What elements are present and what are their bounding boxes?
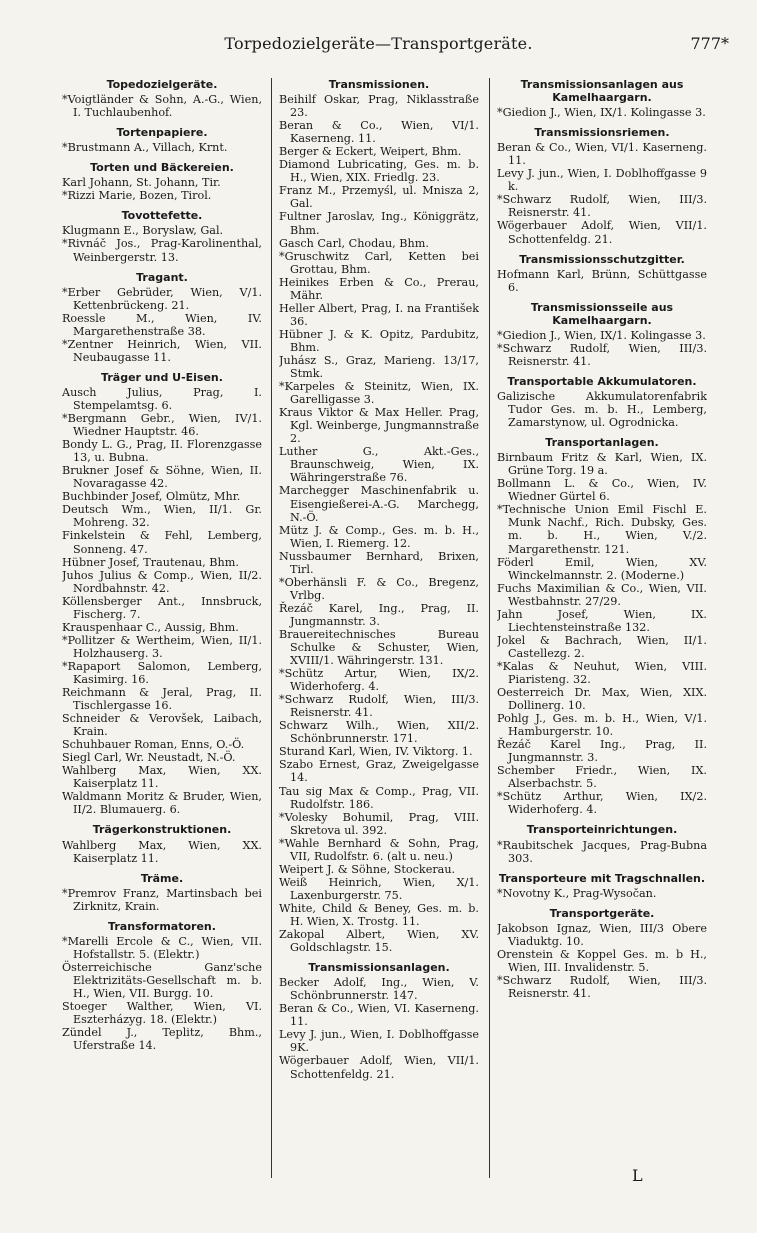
- directory-entry: *Volesky Bohumil, Prag, VIII. Skretova ul. 392.: [279, 810, 479, 837]
- directory-entry: Ausch Julius, Prag, I. Stempelamtsg. 6.: [62, 385, 262, 412]
- column-divider: [489, 78, 490, 1178]
- directory-entry: Hofmann Karl, Brünn, Schüttgasse 6.: [497, 267, 707, 294]
- directory-entry: Levy J. jun., Wien, I. Doblhoffgasse 9 k.: [497, 167, 707, 194]
- section-heading: Tovottefette.: [121, 209, 203, 223]
- directory-entry: Stoeger Walther, Wien, VI. Eszterházyg. 18. (Elektr.): [62, 1000, 262, 1027]
- directory-entry: Mütz J. & Comp., Ges. m. b. H., Wien, I. Riemerg. 12.: [279, 523, 479, 550]
- directory-entry: *Marelli Ercole & C., Wien, VII. Hofstallstr. 5. (Elektr.): [62, 934, 262, 961]
- directory-entry: Bondy L. G., Prag, II. Florenzgasse 13, u. Bubna.: [62, 438, 262, 465]
- section-heading: Transportgeräte.: [549, 906, 655, 920]
- directory-entry: *Kalas & Neuhut, Wien, VIII. Piaristeng. 32.: [497, 659, 707, 686]
- directory-entry: *Bergmann Gebr., Wien, IV/1. Wiedner Hauptstr. 46.: [62, 412, 262, 439]
- directory-entry: Beran & Co., Wien, VI/1. Kaserneng. 11.: [497, 141, 707, 168]
- directory-entry: Reichmann & Jeral, Prag, II. Tischlergasse 16.: [62, 686, 262, 713]
- section-heading: Transportanlagen.: [545, 436, 659, 450]
- signature-letter: L: [632, 1166, 643, 1185]
- directory-entry: Schwarz Wilh., Wien, XII/2. Schönbrunnerstr. 171.: [279, 719, 479, 746]
- directory-entry: *Schwarz Rudolf, Wien, III/3. Reisnerstr. 41.: [279, 693, 479, 720]
- page-header: [0, 34, 757, 56]
- directory-entry: Birnbaum Fritz & Karl, Wien, IX. Grüne Torg. 19 a.: [497, 451, 707, 478]
- directory-entry: Schember Friedr., Wien, IX. Alserbachstr. 5.: [497, 764, 707, 791]
- directory-entry: Jakobson Ignaz, Wien, III/3 Obere Viaduktg. 10.: [497, 921, 707, 948]
- directory-entry: Deutsch Wm., Wien, II/1. Gr. Mohreng. 32.: [62, 503, 262, 530]
- directory-entry: Österreichische Ganz'sche Elektrizitäts-Gesellschaft m. b. H., Wien, VII. Burgg. 10.: [62, 960, 262, 1000]
- directory-entry: Hübner J. & K. Opitz, Pardubitz, Bhm.: [279, 327, 479, 354]
- directory-entry: *Zentner Heinrich, Wien, VII. Neubaugasse 11.: [62, 337, 262, 364]
- directory-entry: Finkelstein & Fehl, Lemberg, Sonneng. 47.: [62, 529, 262, 556]
- section-heading: Transmissionsriemen.: [534, 126, 670, 140]
- directory-entry: Heller Albert, Prag, I. na František 36.: [279, 301, 479, 328]
- directory-entry: Klugmann E., Boryslaw, Gal.: [62, 224, 224, 238]
- directory-entry: *Rivnáč Jos., Prag-Karolinenthal, Weinbergerstr. 13.: [62, 237, 262, 264]
- directory-entry: Levy J. jun., Wien, I. Doblhoffgasse 9K.: [279, 1028, 479, 1055]
- directory-entry: *Schwarz Rudolf, Wien, III/3. Reisnerstr. 41.: [497, 193, 707, 220]
- directory-entry: *Gruschwitz Carl, Ketten bei Grottau, Bhm.: [279, 249, 479, 276]
- directory-entry: White, Child & Beney, Ges. m. b. H. Wien, X. Trostg. 11.: [279, 901, 479, 928]
- directory-entry: *Schütz Arthur, Wien, IX/2. Widerhoferg. 4.: [497, 790, 707, 817]
- directory-entry: *Giedion J., Wien, IX/1. Kolingasse 3.: [497, 106, 706, 120]
- directory-entry: Krauspenhaar C., Aussig, Bhm.: [62, 620, 239, 634]
- directory-entry: *Voigtländer & Sohn, A.-G., Wien, I. Tuchlaubenhof.: [62, 93, 262, 120]
- directory-entry: Franz M., Przemyśl, ul. Mnisza 2, Gal.: [279, 184, 479, 211]
- section-heading: Topedozielgeräte.: [106, 78, 218, 91]
- directory-entry: Beran & Co., Wien, VI/1. Kaserneng. 11.: [279, 119, 479, 146]
- directory-entry: Luther G., Akt.-Ges., Braunschweig, Wien, IX. Währingerstraße 76.: [279, 445, 479, 485]
- directory-entry: *Schwarz Rudolf, Wien, III/3. Reisnerstr. 41.: [497, 973, 707, 1000]
- section-heading: Transmissionen.: [328, 78, 430, 91]
- section-heading: Transmissionsschutzgitter.: [519, 252, 685, 266]
- directory-entry: Brukner Josef & Söhne, Wien, II. Novaragasse 42.: [62, 464, 262, 491]
- directory-entry: Jahn Josef, Wien, IX. Liechtensteinstraße 132.: [497, 607, 707, 634]
- section-heading: Transmissionsseile aus Kamelhaargarn.: [530, 300, 674, 327]
- section-heading: Transportable Akkumulatoren.: [507, 374, 697, 388]
- directory-entry: Schneider & Verovšek, Laibach, Krain.: [62, 712, 262, 739]
- directory-entry: Weiß Heinrich, Wien, X/1. Laxenburgerstr. 75.: [279, 875, 479, 902]
- directory-entry: Karl Johann, St. Johann, Tir.: [62, 176, 221, 190]
- section-heading: Träme.: [140, 871, 184, 885]
- section-heading: Transmissionsanlagen.: [308, 961, 450, 975]
- directory-entry: Bollmann L. & Co., Wien, IV. Wiedner Gürtel 6.: [497, 477, 707, 504]
- section-heading: Träger und U-Eisen.: [101, 370, 223, 384]
- directory-entry: Heinikes Erben & Co., Prerau, Mähr.: [279, 275, 479, 302]
- directory-entry: *Karpeles & Steinitz, Wien, IX. Garelligasse 3.: [279, 380, 479, 407]
- directory-entry: Weipert J. & Söhne, Stockerau.: [279, 862, 456, 876]
- page-number: 777*: [690, 34, 729, 53]
- directory-entry: Nussbaumer Bernhard, Brixen, Tirl.: [279, 549, 479, 576]
- directory-entry: Zakopal Albert, Wien, XV. Goldschlagstr. 15.: [279, 928, 479, 955]
- directory-entry: *Rapaport Salomon, Lemberg, Kasimirg. 16.: [62, 659, 262, 686]
- directory-entry: Siegl Carl, Wr. Neustadt, N.-Ö.: [62, 751, 236, 765]
- directory-entry: Becker Adolf, Ing., Wien, V. Schönbrunnerstr. 147.: [279, 976, 479, 1003]
- directory-entry: Řezáč Karel, Ing., Prag, II. Jungmannstr. 3.: [279, 601, 479, 628]
- directory-entry: Föderl Emil, Wien, XV. Winckelmannstr. 2. (Moderne.): [497, 555, 707, 582]
- directory-entry: *Technische Union Emil Fischl E. Munk Nachf., Rich. Dubsky, Ges. m. b. H., Wien, V./2. Margarethenstr. 121.: [497, 503, 707, 556]
- directory-entry: *Raubitschek Jacques, Prag-Bubna 303.: [497, 838, 707, 865]
- directory-entry: Fuchs Maximilian & Co., Wien, VII. Westbahnstr. 27/29.: [497, 581, 707, 608]
- directory-entry: Schuhbauer Roman, Enns, O.-Ö.: [62, 738, 245, 752]
- directory-entry: *Rizzi Marie, Bozen, Tirol.: [62, 189, 212, 203]
- directory-columns: [62, 78, 710, 1198]
- directory-entry: *Erber Gebrüder, Wien, V/1. Kettenbrückeng. 21.: [62, 285, 262, 312]
- directory-entry: Brauereitechnisches Bureau Schulke & Schuster, Wien, XVIII/1. Währingerstr. 131.: [279, 627, 479, 668]
- section-heading: Torten und Bäckereien.: [90, 161, 234, 175]
- directory-entry: Fultner Jaroslav, Ing., Königgrätz, Bhm.: [279, 210, 479, 237]
- directory-entry: Juhos Julius & Comp., Wien, II/2. Nordbahnstr. 42.: [62, 568, 262, 595]
- column-2: [279, 78, 479, 1188]
- directory-entry: Roessle M., Wien, IV. Margarethenstraße 38.: [62, 311, 262, 338]
- directory-entry: Szabo Ernest, Graz, Zweigelgasse 14.: [279, 758, 479, 785]
- section-heading: Transporteure mit Tragschnallen.: [498, 871, 706, 885]
- column-divider: [271, 78, 272, 1178]
- directory-entry: *Schwarz Rudolf, Wien, III/3. Reisnerstr. 41.: [497, 341, 707, 368]
- directory-entry: Kraus Viktor & Max Heller. Prag, Kgl. Weinberge, Jungmannstraße 2.: [279, 406, 479, 446]
- directory-entry: Pohlg J., Ges. m. b. H., Wien, V/1. Hamburgerstr. 10.: [497, 712, 707, 739]
- directory-entry: Zündel J., Teplitz, Bhm., Uferstraße 14.: [62, 1026, 262, 1053]
- section-heading: Transporteinrichtungen.: [526, 823, 678, 837]
- directory-entry: *Wahle Bernhard & Sohn, Prag, VII, Rudolfstr. 6. (alt u. neu.): [279, 836, 479, 863]
- directory-entry: Orenstein & Koppel Ges. m. b H., Wien, III. Invalidenstr. 5.: [497, 947, 707, 974]
- directory-entry: *Giedion J., Wien, IX/1. Kolingasse 3.: [497, 328, 706, 342]
- directory-entry: Marchegger Maschinenfabrik u. Eisengießerei-A.-G. Marchegg, N.-Ö.: [279, 484, 479, 524]
- directory-entry: Wahlberg Max, Wien, XX. Kaiserplatz 11.: [62, 764, 262, 791]
- directory-entry: *Pollitzer & Wertheim, Wien, II/1. Holzhauserg. 3.: [62, 633, 262, 660]
- directory-entry: Köllensberger Ant., Innsbruck, Fischerg. 7.: [62, 594, 262, 621]
- directory-entry: *Premrov Franz, Martinsbach bei Zirknitz, Krain.: [62, 886, 262, 913]
- section-heading: Tragant.: [136, 270, 188, 284]
- directory-entry: Berger & Eckert, Weipert, Bhm.: [279, 145, 462, 159]
- column-3: [497, 78, 707, 1188]
- directory-entry: Jokel & Bachrach, Wien, II/1. Castellezg. 2.: [497, 633, 707, 660]
- directory-entry: *Novotny K., Prag-Wysočan.: [497, 886, 657, 900]
- directory-entry: *Schütz Artur, Wien, IX/2. Widerhoferg. 4.: [279, 667, 479, 694]
- directory-entry: Wögerbauer Adolf, Wien, VII/1. Schottenfeldg. 21.: [279, 1054, 479, 1081]
- directory-entry: Wögerbauer Adolf, Wien, VII/1. Schottenfeldg. 21.: [497, 219, 707, 246]
- directory-entry: Hübner Josef, Trautenau, Bhm.: [62, 555, 239, 569]
- section-heading: Trägerkonstruktionen.: [92, 823, 232, 837]
- directory-entry: Waldmann Moritz & Bruder, Wien, II/2. Blumauerg. 6.: [62, 790, 262, 817]
- directory-entry: *Oberhänsli F. & Co., Bregenz, Vrlbg.: [279, 575, 479, 602]
- directory-entry: Gasch Carl, Chodau, Bhm.: [279, 236, 429, 250]
- directory-entry: Juhász S., Graz, Marieng. 13/17, Stmk.: [279, 353, 479, 381]
- directory-entry: Diamond Lubricating, Ges. m. b. H., Wien, XIX. Friedlg. 23.: [279, 158, 479, 185]
- directory-entry: Buchbinder Josef, Olmütz, Mhr.: [62, 490, 241, 504]
- column-1: [62, 78, 262, 1188]
- directory-entry: Tau sig Max & Comp., Prag, VII. Rudolfstr. 186.: [279, 784, 479, 811]
- directory-entry: Oesterreich Dr. Max, Wien, XIX. Dollinerg. 10.: [497, 686, 707, 713]
- section-heading: Transmissionsanlagen aus Kamelhaargarn.: [520, 78, 684, 105]
- directory-entry: Sturand Karl, Wien, IV. Viktorg. 1.: [279, 745, 473, 759]
- directory-entry: *Brustmann A., Villach, Krnt.: [62, 141, 228, 155]
- directory-entry: Beihilf Oskar, Prag, Niklasstraße 23.: [279, 93, 479, 120]
- directory-entry: Beran & Co., Wien, VI. Kaserneng. 11.: [279, 1002, 479, 1029]
- section-heading: Transformatoren.: [108, 919, 216, 933]
- directory-entry: Wahlberg Max, Wien, XX. Kaiserplatz 11.: [62, 838, 262, 865]
- section-heading: Tortenpapiere.: [116, 126, 208, 140]
- directory-entry: Řezáč Karel Ing., Prag, II. Jungmannstr. 3.: [497, 738, 707, 765]
- page-title: Torpedozielgeräte—Transportgeräte.: [224, 34, 533, 53]
- directory-entry: Galizische Akkumulatorenfabrik Tudor Ges. m. b. H., Lemberg, Zamarstynow, ul. Ogrodnicka.: [497, 389, 707, 430]
